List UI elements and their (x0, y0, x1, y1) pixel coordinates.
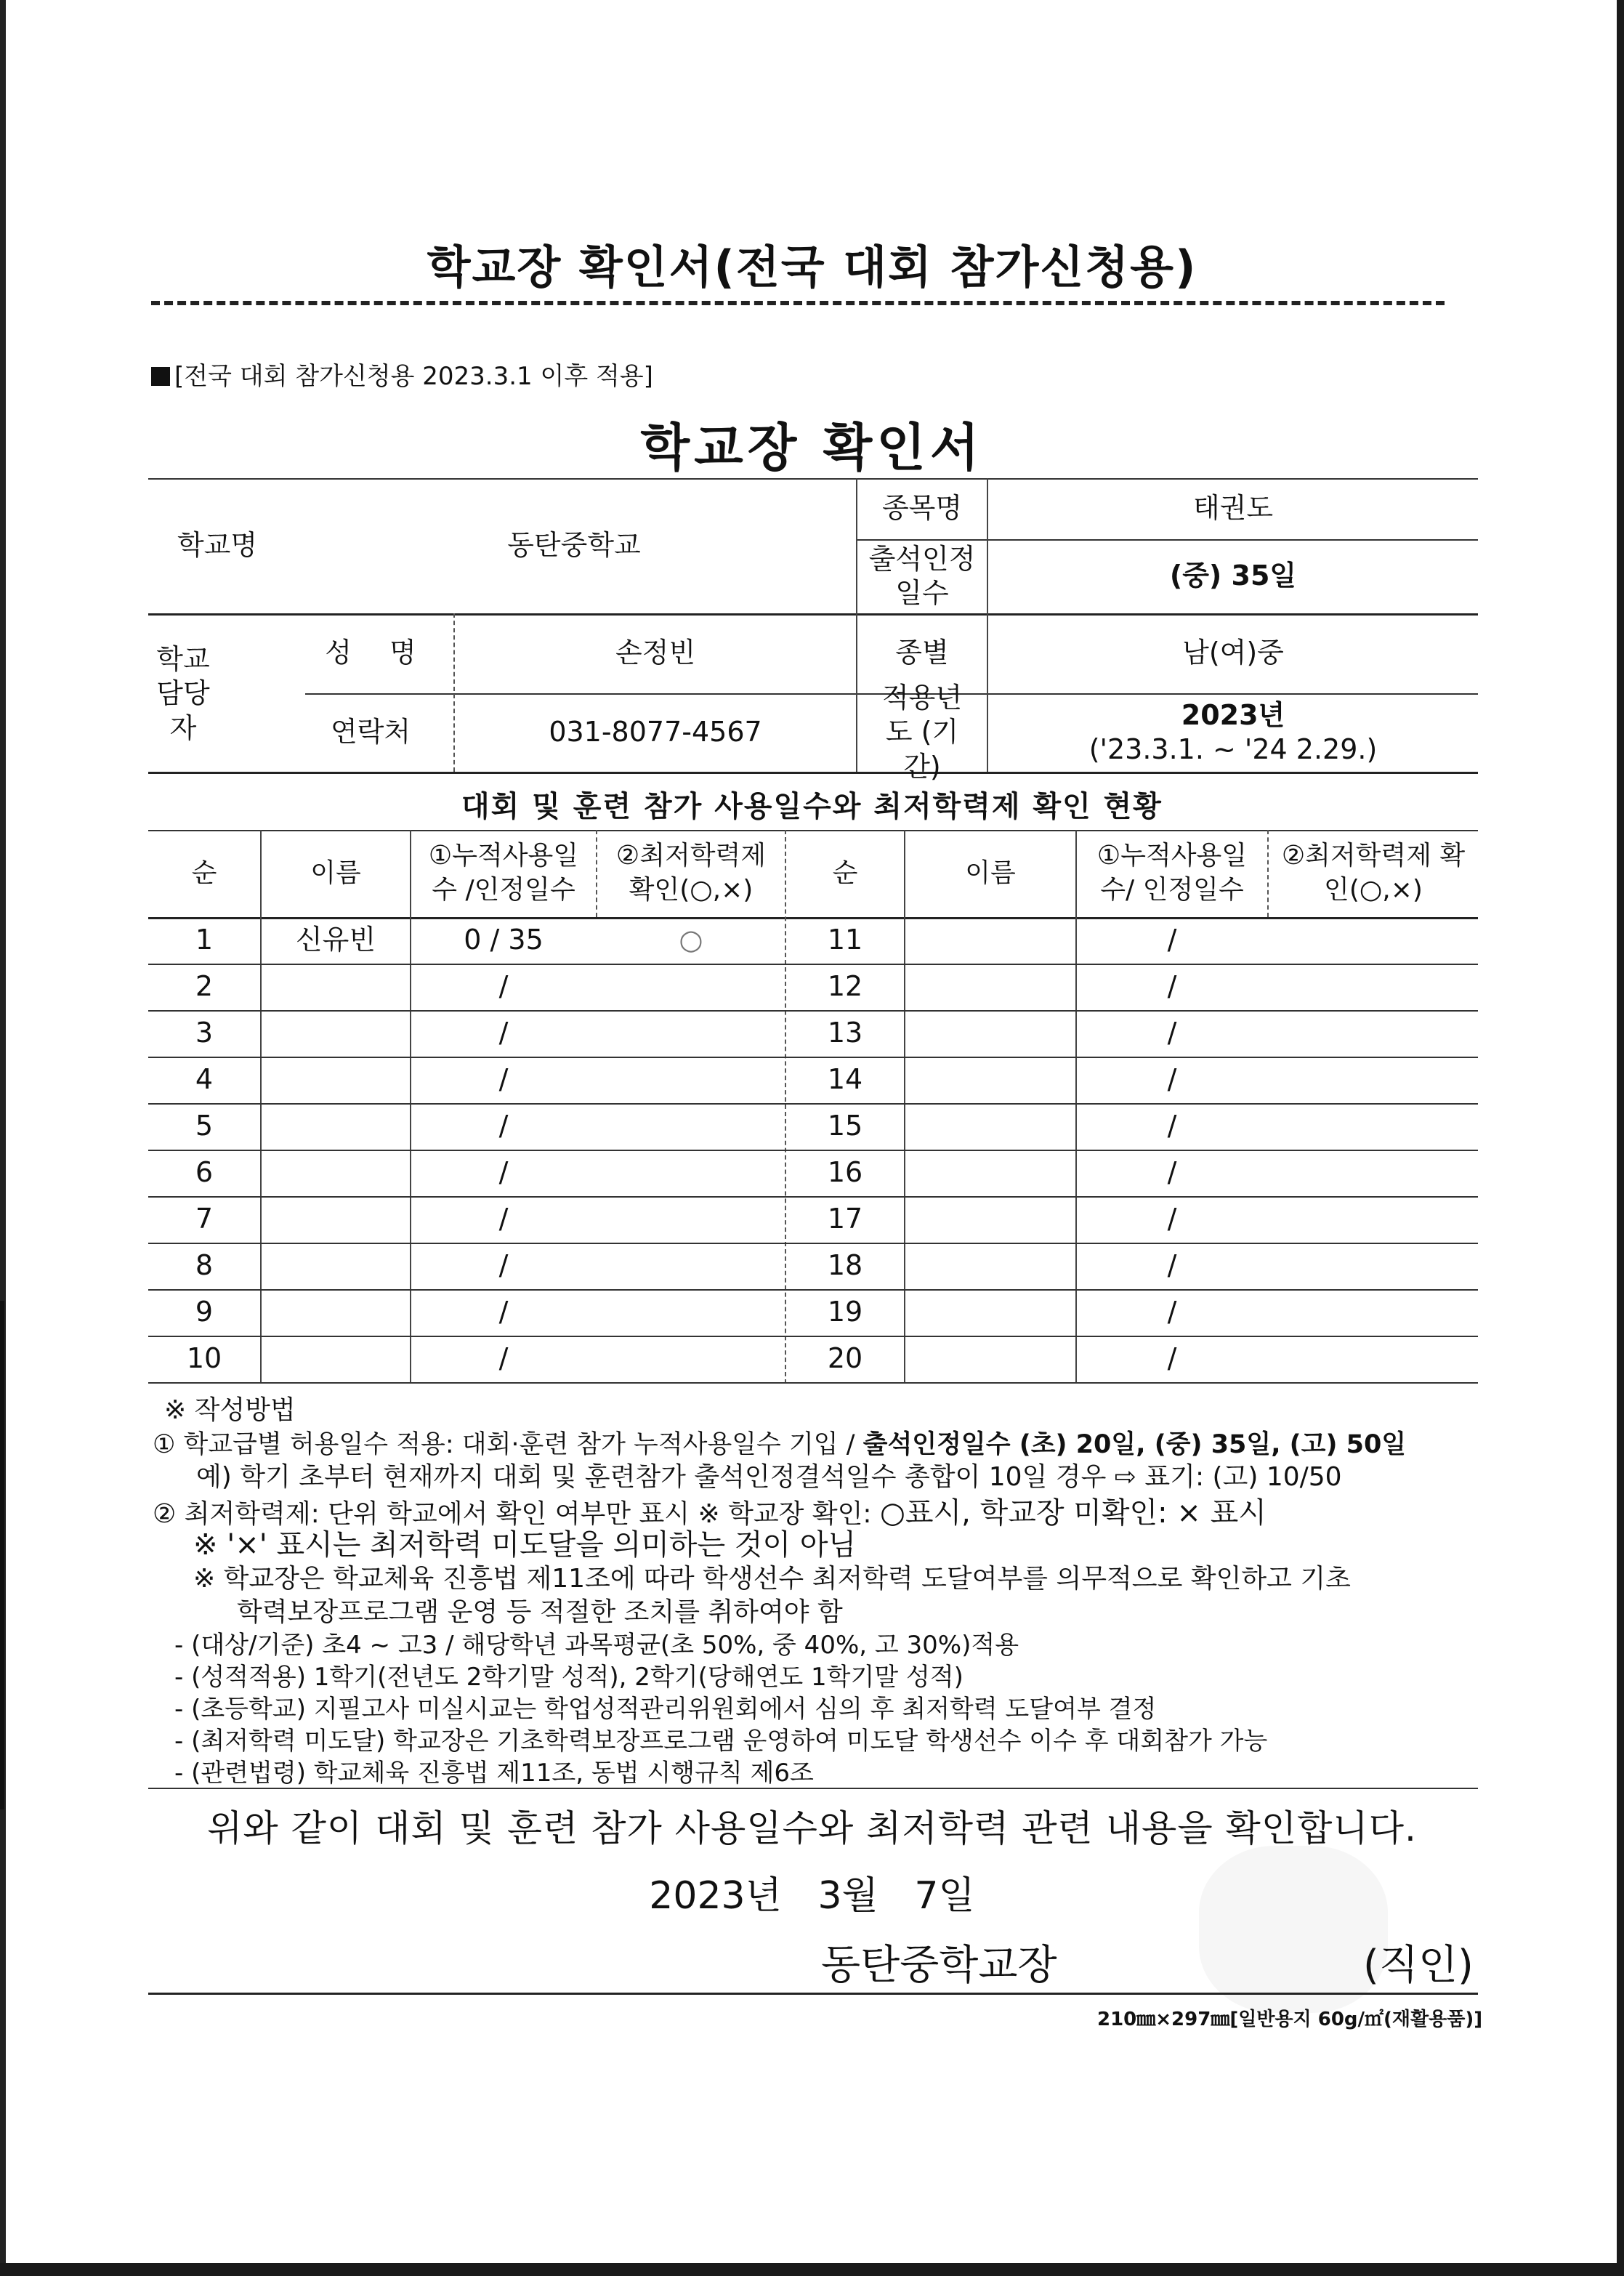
title-underline (151, 301, 1445, 305)
table-cell-no2: 18 (827, 1249, 863, 1282)
attendance-value: (중) 35일 (1169, 560, 1297, 592)
table-cell-days: / (498, 1296, 509, 1328)
table-cell-name (262, 1243, 410, 1289)
table-cell-min2 (1269, 1057, 1478, 1103)
header-min: ②최저학력제 확인(○,×) (615, 841, 767, 905)
table-cell-name (262, 1057, 410, 1103)
table-cell-name (262, 1336, 410, 1382)
year: 2023년 (1181, 698, 1285, 731)
table-cell-name (262, 1103, 410, 1150)
notes-line-8: - (성적적용) 1학기(전년도 2학기말 성적), 2학기(당해연도 1학기말 성적) (174, 1663, 964, 1692)
notes-line-3-b: ○표시, 학교장 미확인: × 표시 (879, 1496, 1267, 1530)
outer-title: 학교장 확인서(전국 대회 참가신청용) (427, 241, 1197, 294)
gender-label: 종별 (895, 637, 949, 669)
table-cell-no: 5 (195, 1110, 214, 1142)
table-cell-name2 (905, 1243, 1075, 1289)
header-days: ①누적사용일수 /인정일수 (428, 841, 579, 905)
table-row-divider (148, 1382, 1478, 1384)
table-cell-no2: 12 (827, 970, 863, 1003)
table-cell-no: 8 (195, 1249, 214, 1282)
table-cell-no2: 19 (827, 1296, 863, 1328)
table-cell-name2 (905, 1103, 1075, 1150)
year-value (988, 693, 1478, 772)
header-no2: 순 (832, 857, 858, 888)
table-cell-min2 (1269, 1103, 1478, 1150)
table-cell-min (597, 1057, 785, 1103)
header-days2: ①누적사용일수/ 인정일수 (1096, 841, 1248, 905)
table-cell-name2 (905, 1150, 1075, 1196)
manager-label: 학교 담당자 (156, 642, 210, 744)
notes-line-1-b: 출석인정일수 (초) 20일, (중) 35일, (고) 50일 (863, 1430, 1407, 1459)
section-title: 대회 및 훈련 참가 사용일수와 최저학력제 확인 현황 (461, 790, 1163, 823)
table-cell-name (262, 1010, 410, 1057)
table-cell-no2: 17 (827, 1203, 863, 1235)
table-cell-days: / (498, 1110, 509, 1142)
table-cell-no2: 15 (827, 1110, 863, 1142)
table-cell-min2 (1269, 1243, 1478, 1289)
school-name-label: 학교명 (177, 529, 258, 562)
table-cell-days: / (498, 970, 509, 1003)
table-cell-name (262, 964, 410, 1010)
header-no: 순 (191, 857, 217, 888)
table-cell-min (597, 1243, 785, 1289)
notes-line-11: - (관련법령) 학교체육 진흥법 제11조, 동법 시행규칙 제6조 (174, 1759, 814, 1788)
contact-label: 연락처 (330, 716, 411, 748)
scan-edge-left-dark (0, 1301, 4, 1809)
table-cell-min2 (1269, 1289, 1478, 1336)
table-cell-min2 (1269, 917, 1478, 964)
table-cell-min2 (1269, 1010, 1478, 1057)
table-cell-no: 9 (195, 1296, 214, 1328)
scan-edge-bottom (0, 2263, 1624, 2276)
table-cell-days: / (498, 1249, 509, 1282)
seal-impression (1199, 1846, 1388, 2013)
table-cell-no2: 16 (827, 1156, 863, 1189)
table-cell-no2: 20 (827, 1342, 863, 1375)
table-cell-days2: / (1167, 1249, 1177, 1282)
notice (151, 356, 653, 392)
black-square-icon (151, 367, 170, 386)
table-cell-days: / (498, 1156, 509, 1189)
table-cell-name2 (905, 1057, 1075, 1103)
table-cell-days2: / (1167, 1296, 1177, 1328)
table-cell-min (597, 964, 785, 1010)
table-cell-min2 (1269, 964, 1478, 1010)
table-cell-min (597, 1150, 785, 1196)
table-cell-name (262, 1196, 410, 1243)
notes-line-2: 예) 학기 초부터 현재까지 대회 및 훈련참가 출석인정결석일수 총합이 10일 경우 ⇨ 표기: (고) 10/50 (196, 1462, 1342, 1492)
table-cell-days2: / (1167, 1203, 1177, 1235)
notes-line-6: 학력보장프로그램 운영 등 적절한 조치를 취하여야 함 (237, 1597, 843, 1627)
table-cell-days: / (498, 1063, 509, 1096)
page-title: 학교장 확인서 (640, 418, 984, 477)
table-cell-days: / (498, 1342, 509, 1375)
info-line-bottom (148, 772, 1478, 774)
table-cell-no: 3 (195, 1017, 214, 1049)
scan-edge-left (0, 0, 6, 2276)
table-cell-days2: / (1167, 1156, 1177, 1189)
table-cell-min (597, 1103, 785, 1150)
seal-label: (직인) (1363, 1942, 1474, 1989)
event-value: 태권도 (1192, 492, 1274, 525)
table-cell-days: / (498, 1017, 509, 1049)
header-name2: 이름 (965, 857, 1016, 888)
table-cell-no: 1 (195, 924, 214, 956)
notes-line-10: - (최저학력 미도달) 학교장은 기초학력보장프로그램 운영하여 미도달 학생선수 이수 후 대회참가 가능 (174, 1727, 1268, 1756)
table-cell-days: / (498, 1203, 509, 1235)
table-cell-min: ○ (679, 924, 703, 956)
header-min2: ②최저학력제 확인(○,×) (1281, 841, 1466, 905)
principal-name: 동탄중학교장 (821, 1942, 1057, 1989)
notes-line-9: - (초등학교) 지필고사 미실시교는 학업성적관리위원회에서 심의 후 최저학력 도달여부 결정 (174, 1695, 1157, 1724)
paper-spec: 210㎜×297㎜[일반용지 60g/㎡(재활용품)] (1097, 2009, 1483, 2030)
footer-line (148, 1993, 1478, 1995)
table-cell-no: 10 (186, 1342, 222, 1375)
table-cell-days: 0 / 35 (464, 924, 544, 956)
scan-edge-right (1617, 0, 1624, 2276)
table-cell-min2 (1269, 1150, 1478, 1196)
manager-name: 손정빈 (615, 637, 696, 669)
notes-line-1 (153, 1424, 1406, 1461)
gender-value: 남(여)중 (1182, 637, 1284, 669)
header-name: 이름 (310, 857, 361, 888)
confirm-text: 위와 같이 대회 및 훈련 참가 사용일수와 최저학력 관련 내용을 확인합니다. (207, 1807, 1417, 1849)
table-cell-no2: 11 (827, 924, 863, 956)
table-cell-days2: / (1167, 1110, 1177, 1142)
issue-date: 2023년 3월 7일 (649, 1874, 975, 1918)
name-label: 성 명 (325, 637, 416, 669)
table-cell-min (597, 1196, 785, 1243)
table-cell-min (597, 1336, 785, 1382)
school-name: 동탄중학교 (507, 529, 641, 562)
notes-line-7: - (대상/기준) 초4 ~ 고3 / 해당학년 과목평균(초 50%, 중 40%, 고 30%)적용 (174, 1631, 1019, 1660)
notice-text: [전국 대회 참가신청용 2023.3.1 이후 적용] (174, 362, 653, 391)
notes-line-3-a: ② 최저학력제: 단위 학교에서 확인 여부만 표시 ※ 학교장 확인: (153, 1499, 880, 1529)
table-cell-no: 2 (195, 970, 214, 1003)
notes-bottom-line (148, 1788, 1478, 1789)
contact-value: 031-8077-4567 (549, 716, 762, 748)
event-label: 종목명 (881, 492, 963, 525)
table-cell-min (597, 1289, 785, 1336)
table-cell-days2: / (1167, 1063, 1177, 1096)
table-cell-name2 (905, 1289, 1075, 1336)
table-cell-name2 (905, 964, 1075, 1010)
table-cell-no2: 14 (827, 1063, 863, 1096)
notes-heading: ※ 작성방법 (164, 1395, 296, 1425)
table-cell-min2 (1269, 1336, 1478, 1382)
attendance-label: 출석인정 일수 (868, 542, 976, 609)
year-label: 적용년도 (기간) (881, 681, 963, 783)
table-cell-name: 신유빈 (295, 924, 376, 956)
table-cell-no: 7 (195, 1203, 214, 1235)
notes-line-1-a: ① 학교급별 허용일수 적용: 대회·훈련 참가 누적사용일수 기입 / (153, 1430, 863, 1459)
table-cell-min2 (1269, 1196, 1478, 1243)
table-cell-name2 (905, 917, 1075, 964)
table-cell-days2: / (1167, 1017, 1177, 1049)
table-cell-min (597, 1010, 785, 1057)
period: ('23.3.1. ~ '24 2.29.) (1088, 733, 1378, 765)
notes-line-4: ※ '×' 표시는 최저학력 미도달을 의미하는 것이 아님 (193, 1528, 857, 1562)
notes-line-5: ※ 학교장은 학교체육 진흥법 제11조에 따라 학생선수 최저학력 도달여부를 의무적으로 확인하고 기초 (193, 1564, 1351, 1594)
table-cell-name2 (905, 1010, 1075, 1057)
table-cell-no: 4 (195, 1063, 214, 1096)
table-cell-no: 6 (195, 1156, 214, 1189)
table-cell-days2: / (1167, 924, 1177, 956)
table-cell-days2: / (1167, 1342, 1177, 1375)
table-cell-name (262, 1150, 410, 1196)
table-cell-name2 (905, 1336, 1075, 1382)
table-cell-no2: 13 (827, 1017, 863, 1049)
table-cell-name2 (905, 1196, 1075, 1243)
table-cell-days2: / (1167, 970, 1177, 1003)
table-cell-name (262, 1289, 410, 1336)
